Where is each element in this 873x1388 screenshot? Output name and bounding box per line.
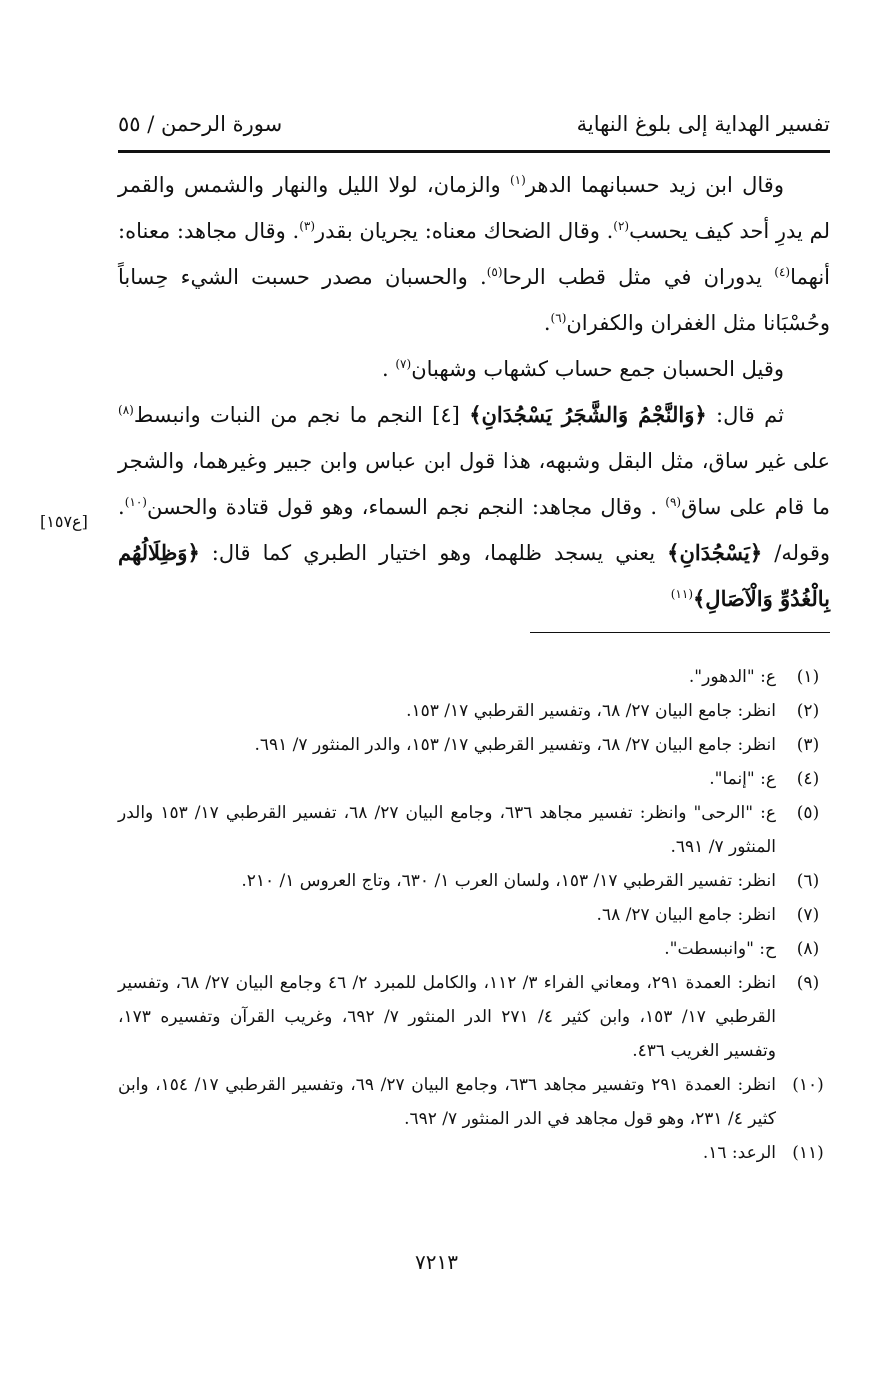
- footnote-ref-11: (١١): [670, 587, 693, 601]
- text-span: . وقال الضحاك معناه: يجريان بقدر: [315, 219, 614, 243]
- text-span: على غير ساق، مثل البقل وشبهه، هذا قول ابن عباس وابن جبير وغيرهما، والشجر ما قام على ساق: [118, 449, 830, 519]
- footnote-number: (١): [796, 667, 820, 687]
- footnote-number: (٣): [796, 735, 820, 755]
- footnotes-list: [118, 660, 830, 1170]
- text-span: . وقوله/: [118, 495, 831, 565]
- paragraph-2: [118, 346, 830, 392]
- footnote-text: ع: "الدهور".: [688, 667, 776, 687]
- footnote-number: (١١): [792, 1143, 824, 1163]
- text-span: .: [382, 357, 396, 381]
- footnote-ref-2: (٢): [613, 219, 630, 233]
- text-span: .: [543, 311, 551, 335]
- text-span: . وقال مجاهد: النجم نجم السماء، وهو قول قتادة والحسن: [146, 495, 666, 519]
- header-rule: [118, 150, 830, 153]
- footnote-item: [118, 762, 830, 796]
- footnote-item: [118, 694, 830, 728]
- footnote-text: انظر: جامع البيان ٢٧/ ٦٨، وتفسير القرطبي ١٧/ ١٥٣، والدر المنثور ٧/ ٦٩١.: [254, 735, 776, 755]
- text-span: [٤] النجم ما نجم من النبات وانبسط: [133, 403, 470, 427]
- footnote-text: انظر: جامع البيان ٢٧/ ٦٨، وتفسير القرطبي ١٧/ ١٥٣.: [406, 701, 776, 721]
- text-span: والزمان، لولا الليل والنهار والشمس والقمر لم يدرِ أحد كيف يحسب: [118, 173, 830, 243]
- running-header: [118, 108, 830, 148]
- footnote-item: [118, 864, 830, 898]
- footnote-text: ح: "وانبسطت".: [664, 939, 776, 959]
- manuscript-folio-marker: [ع١٥٧]: [40, 512, 88, 531]
- footnote-text: الرعد: ١٦.: [702, 1143, 776, 1163]
- text-span: ثم قال:: [706, 403, 784, 427]
- page-number: ٧٢١٣: [415, 1250, 458, 1274]
- footnote-item: [118, 898, 830, 932]
- footnote-ref-5: (٥): [486, 265, 503, 279]
- main-text: [118, 162, 830, 622]
- footnote-number: (٢): [796, 701, 820, 721]
- quran-verse: ﴿وَظِلَالُهُم بِالْغُدُوِّ وَالْآصَالِ﴾: [118, 540, 830, 611]
- footnote-item: [118, 1136, 830, 1170]
- text-span: . والحسبان مصدر حسبت الشيء حِساباً وحُسْبَانا مثل الغفران والكفران: [118, 265, 830, 335]
- text-span: يدوران في مثل قطب الرحا: [502, 265, 775, 289]
- footnote-text: انظر: جامع البيان ٢٧/ ٦٨.: [596, 905, 776, 925]
- footnote-number: (٥): [796, 803, 820, 823]
- paragraph-1: [118, 162, 830, 346]
- footnote-item: [118, 796, 830, 864]
- footnote-number: (٤): [796, 769, 820, 789]
- footnote-item: [118, 966, 830, 1068]
- footnote-item: [118, 932, 830, 966]
- footnote-item: [118, 728, 830, 762]
- footnote-ref-1: (١): [509, 173, 526, 187]
- footnote-separator: [530, 632, 830, 633]
- footnote-text: انظر: تفسير القرطبي ١٧/ ١٥٣، ولسان العرب ١/ ٦٣٠، وتاج العروس ١/ ٢١٠.: [241, 871, 776, 891]
- footnote-ref-9: (٩): [665, 495, 682, 509]
- footnote-text: ع: "إنما".: [709, 769, 776, 789]
- footnote-item: [118, 660, 830, 694]
- footnote-text: انظر: العمدة ٢٩١، ومعاني الفراء ٣/ ١١٢، والكامل للمبرد ٢/ ٤٦ وجامع البيان ٢٧/ ٦٨، وتفسير القرطبي ١٧/ ١٥٣، وابن كثير ٤/ ٢٧١ الدر المنثور ٧/ ٦٩٢، وغريب القرآن وتفسيره ١٧٣، وتفسير الغريب ٤٣٦.: [118, 973, 776, 1061]
- footnote-number: (٩): [796, 973, 820, 993]
- footnote-text: ع: "الرحى" وانظر: تفسير مجاهد ٦٣٦، وجامع البيان ٢٧/ ٦٨، تفسير القرطبي ١٧/ ١٥٣ والدر المنثور ٧/ ٦٩١.: [118, 803, 776, 857]
- text-span: يعني يسجد ظلهما، وهو اختيار الطبري كما قال:: [199, 541, 668, 565]
- quran-verse: ﴿يَسْجُدَانِ﴾: [667, 540, 763, 565]
- paragraph-3: [118, 392, 830, 622]
- footnote-ref-4: (٤): [774, 265, 791, 279]
- footnote-number: (٨): [796, 939, 820, 959]
- text-span: وقال ابن زيد حسبانهما الدهر: [525, 173, 784, 197]
- footnote-ref-8: (٨): [118, 403, 134, 417]
- footnote-item: [118, 1068, 830, 1136]
- footnote-number: (١٠): [792, 1075, 824, 1095]
- footnote-ref-7: (٧): [395, 357, 412, 371]
- footnote-text: انظر: العمدة ٢٩١ وتفسير مجاهد ٦٣٦، وجامع البيان ٢٧/ ٦٩، وتفسير القرطبي ١٧/ ١٥٤، وابن كثير ٤/ ٢٣١، وهو قول مجاهد في الدر المنثور ٧/ ٦٩٢.: [118, 1075, 777, 1129]
- footnote-number: (٦): [796, 871, 820, 891]
- text-span: وقيل الحسبان جمع حساب كشهاب وشهبان: [411, 357, 784, 381]
- footnote-ref-3: (٣): [299, 219, 316, 233]
- footnote-number: (٧): [796, 905, 820, 925]
- quran-verse: ﴿وَالنَّجْمُ وَالشَّجَرُ يَسْجُدَانِ﴾: [469, 402, 707, 427]
- book-title: تفسير الهداية إلى بلوغ النهاية: [576, 112, 830, 136]
- text-span: . وقال مجاهد: معناه: أنهما: [118, 219, 830, 289]
- footnote-ref-6: (٦): [550, 311, 567, 325]
- footnote-ref-10: (١٠): [124, 495, 147, 509]
- surah-and-page-label: سورة الرحمن / ٥٥: [118, 112, 283, 136]
